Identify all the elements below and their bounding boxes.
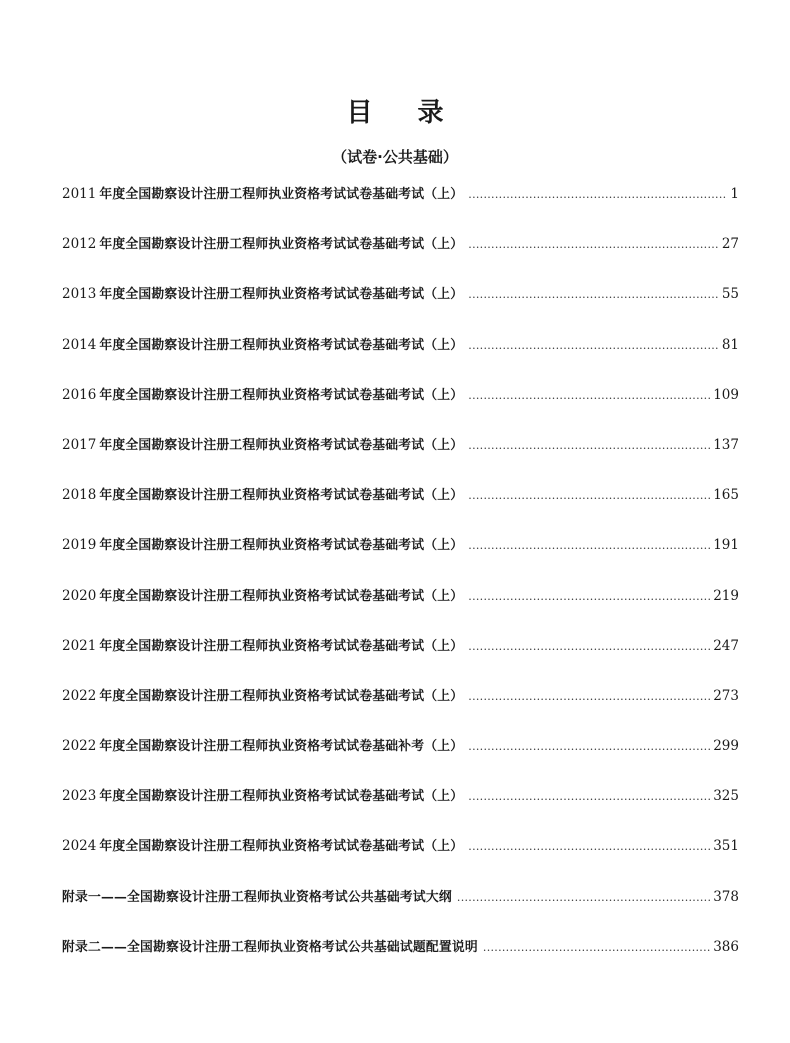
toc-entry-text: 年度全国勘察设计注册工程师执业资格考试试卷基础考试（上） (99, 187, 464, 202)
toc-entry-year: 2013 (62, 286, 97, 303)
dot-leader (468, 690, 710, 703)
toc-entry[interactable] (62, 585, 739, 635)
toc-entry-title (62, 685, 463, 704)
toc-entry[interactable] (62, 635, 739, 685)
toc-entry-title (62, 785, 463, 804)
toc-entry-page: 165 (713, 487, 739, 504)
toc-entry-title (62, 233, 463, 252)
toc-entry-text: 年度全国勘察设计注册工程师执业资格考试试卷基础考试（上） (99, 839, 464, 855)
toc-entry-text: 年度全国勘察设计注册工程师执业资格考试试卷基础考试（上） (99, 538, 464, 554)
toc-entry-text: 年度全国勘察设计注册工程师执业资格考试试卷基础考试（上） (99, 387, 464, 403)
dot-leader (457, 891, 710, 904)
toc-entry[interactable] (62, 886, 739, 936)
dot-leader (483, 941, 710, 954)
toc-entry-page: 299 (713, 738, 739, 755)
dot-leader (468, 740, 710, 753)
toc-entry-text: 年度全国勘察设计注册工程师执业资格考试试卷基础考试（上） (99, 237, 464, 253)
dot-leader (468, 539, 710, 552)
toc-entry[interactable] (62, 785, 739, 835)
page-title: 目 录 (346, 98, 462, 128)
toc-entry-year: 2011 (62, 186, 97, 202)
toc-entry[interactable] (62, 685, 739, 735)
toc-entry-page: 325 (713, 788, 739, 805)
toc-entry[interactable] (62, 183, 739, 233)
dot-leader (468, 439, 710, 452)
dot-leader (468, 840, 710, 853)
toc-entry-year: 2022 (62, 738, 97, 755)
toc-entry-text: 年度全国勘察设计注册工程师执业资格考试试卷基础考试（上） (99, 337, 464, 353)
toc-entry-year: 2019 (62, 537, 97, 554)
page-subtitle: （试卷·公共基础） (332, 148, 458, 166)
toc-entry-year: 2024 (62, 838, 97, 855)
toc-entry-text: 年度全国勘察设计注册工程师执业资格考试试卷基础考试（上） (99, 437, 464, 453)
toc-entry-text: 年度全国勘察设计注册工程师执业资格考试试卷基础考试（上） (99, 488, 464, 504)
toc-entry[interactable] (62, 334, 739, 384)
toc-entry-year: 2022 (62, 687, 97, 704)
toc-entry-title (62, 334, 463, 353)
toc-entry-title (62, 886, 452, 905)
toc-entry[interactable] (62, 434, 739, 484)
toc-entry[interactable] (62, 735, 739, 785)
dot-leader (468, 339, 719, 352)
toc-entry-year: 2017 (62, 436, 97, 453)
toc-entry-text: 年度全国勘察设计注册工程师执业资格考试试卷基础考试（上） (99, 789, 464, 805)
toc-entry-title (62, 183, 463, 202)
toc-entry-year: 2021 (62, 637, 97, 654)
toc-entry[interactable] (62, 233, 739, 283)
dot-leader (468, 790, 710, 803)
toc-entry-page: 219 (713, 587, 739, 604)
toc-entry-text: 年度全国勘察设计注册工程师执业资格考试试卷基础考试（上） (99, 588, 464, 604)
toc-entry-year: 2018 (62, 487, 97, 504)
dot-leader (468, 640, 710, 653)
toc-entry-year: 2016 (62, 386, 97, 403)
toc-entry-page: 1 (730, 186, 739, 202)
toc-entry-text: 年度全国勘察设计注册工程师执业资格考试试卷基础考试（上） (99, 638, 464, 654)
toc-entry-text: 年度全国勘察设计注册工程师执业资格考试试卷基础考试（上） (99, 688, 464, 704)
toc-entry[interactable] (62, 534, 739, 584)
toc-entry-page: 273 (713, 687, 739, 704)
toc-entry[interactable] (62, 484, 739, 534)
toc-entry-title (62, 735, 463, 754)
toc-entry-title (62, 534, 463, 553)
toc-entry-page: 378 (713, 888, 739, 905)
toc-entry[interactable] (62, 384, 739, 434)
toc-entry-title (62, 384, 463, 403)
toc-entry-text: 附录一——全国勘察设计注册工程师执业资格考试公共基础考试大纲 (62, 889, 452, 905)
toc-entry-page: 137 (713, 436, 739, 453)
toc-entry-page: 27 (721, 236, 739, 253)
toc-entry-title (62, 484, 463, 503)
toc-entry-title (62, 434, 463, 453)
toc-entry-page: 55 (721, 286, 739, 303)
dot-leader (468, 590, 710, 603)
toc-entry-title (62, 585, 463, 604)
toc-entry-year: 2014 (62, 336, 97, 353)
toc-entry[interactable] (62, 936, 739, 986)
toc-entry[interactable] (62, 283, 739, 333)
toc-entry-title (62, 635, 463, 654)
table-of-contents (62, 183, 739, 986)
toc-entry-year: 2023 (62, 788, 97, 805)
toc-entry-text: 年度全国勘察设计注册工程师执业资格考试试卷基础补考（上） (99, 739, 464, 755)
toc-entry-page: 109 (713, 386, 739, 403)
toc-entry-title (62, 936, 478, 955)
toc-entry-title (62, 283, 463, 302)
dot-leader (468, 389, 710, 402)
toc-entry-text: 年度全国勘察设计注册工程师执业资格考试试卷基础考试（上） (99, 287, 464, 303)
toc-entry-page: 386 (713, 938, 739, 955)
dot-leader (468, 288, 719, 301)
toc-entry-page: 247 (713, 637, 739, 654)
toc-entry-page: 351 (713, 838, 739, 855)
toc-entry-year: 2012 (62, 236, 97, 253)
toc-entry-text: 附录二——全国勘察设计注册工程师执业资格考试公共基础试题配置说明 (62, 939, 478, 955)
toc-entry-year: 2020 (62, 587, 97, 604)
toc-entry[interactable] (62, 835, 739, 885)
toc-entry-page: 81 (721, 336, 739, 353)
toc-entry-page: 191 (713, 537, 739, 554)
toc-entry-title (62, 835, 463, 854)
dot-leader (468, 238, 719, 251)
dot-leader (468, 489, 710, 502)
dot-leader (468, 188, 727, 201)
